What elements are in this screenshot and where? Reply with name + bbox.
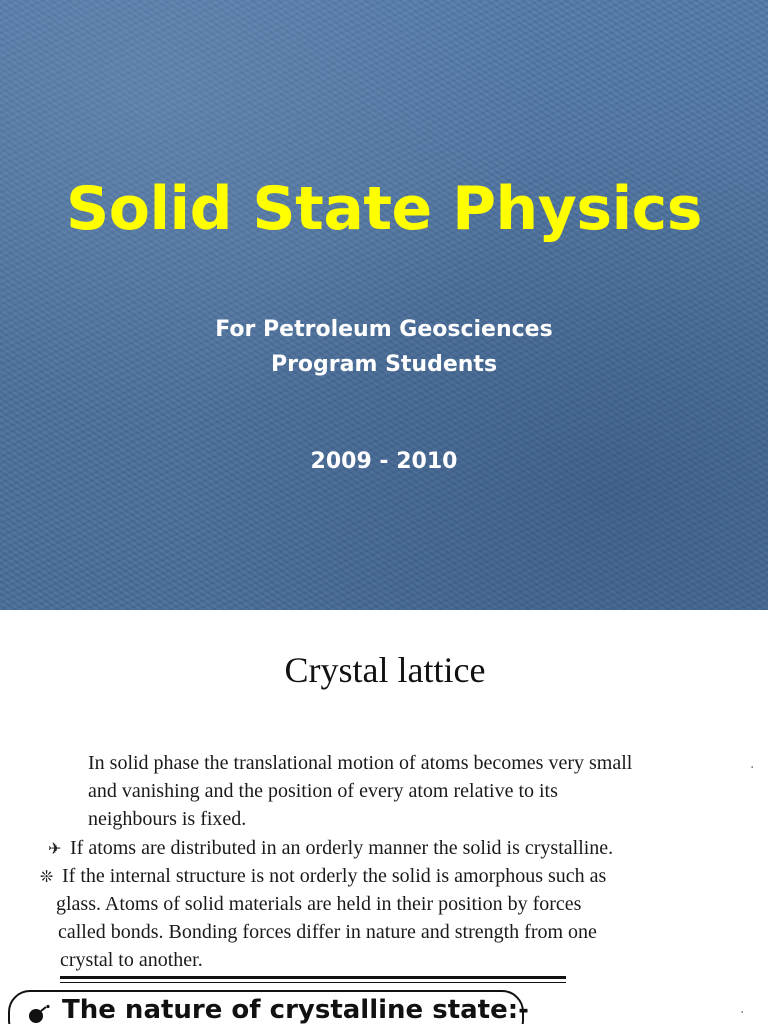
double-rule-top bbox=[60, 976, 566, 979]
airplane-icon: ✈ bbox=[48, 839, 62, 858]
bullet-continuation-line: glass. Atoms of solid materials are held in their position by forces bbox=[56, 893, 582, 915]
bullet-text: If atoms are distributed in an orderly manner the solid is crystalline. bbox=[70, 837, 614, 859]
bullet-item-amorphous bbox=[40, 862, 606, 891]
slide-year: 2009 - 2010 bbox=[310, 449, 458, 474]
paragraph-line: and vanishing and the position of every atom relative to its bbox=[88, 780, 558, 802]
slide-title: Solid State Physics bbox=[66, 174, 702, 244]
double-rule-bottom bbox=[60, 982, 566, 983]
bullet-text: If the internal structure is not orderly the solid is amorphous such as bbox=[62, 865, 607, 887]
document-heading: Crystal lattice bbox=[284, 650, 486, 690]
bullet-continuation-line: crystal to another. bbox=[60, 949, 203, 971]
slide-subtitle-line1: For Petroleum Geosciences bbox=[215, 317, 553, 342]
slide-subtitle-line2: Program Students bbox=[270, 352, 498, 377]
section-header-label: The nature of crystalline state:- bbox=[62, 995, 529, 1024]
bullet-continuation-line: called bonds. Bonding forces differ in nature and strength from one bbox=[58, 921, 597, 943]
snowflake-icon: ❊ bbox=[40, 867, 54, 886]
bullet-item-crystalline bbox=[48, 834, 613, 863]
bomb-icon bbox=[26, 1004, 52, 1024]
scan-speck: · bbox=[740, 1005, 745, 1021]
scan-speck: · bbox=[750, 760, 755, 776]
paragraph-line: In solid phase the translational motion of atoms becomes very small bbox=[88, 752, 633, 774]
scanned-document-page bbox=[0, 610, 768, 1024]
paragraph-line: neighbours is fixed. bbox=[88, 808, 247, 830]
